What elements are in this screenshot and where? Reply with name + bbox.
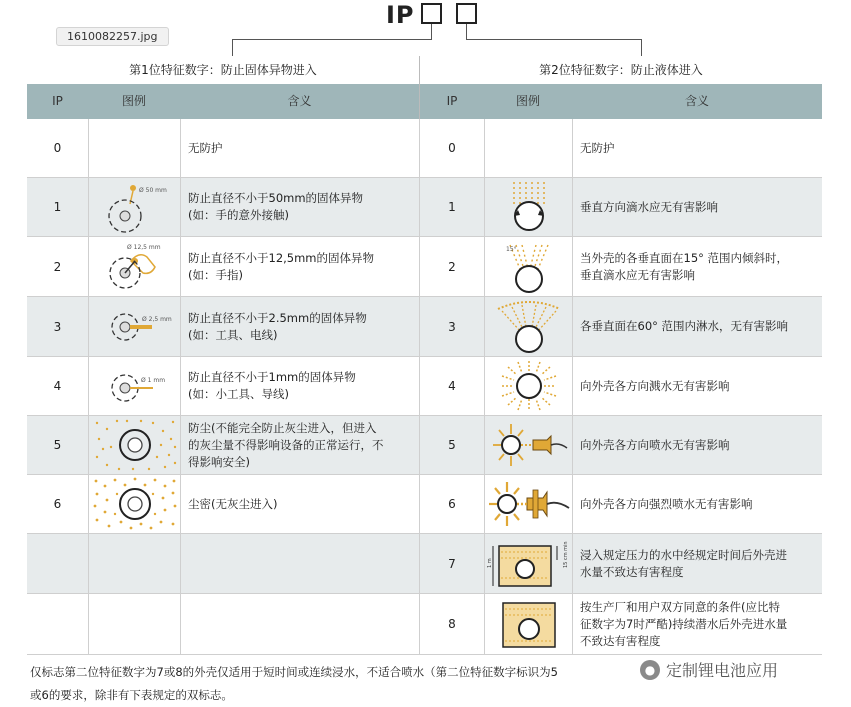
svg-text:1 m: 1 m xyxy=(486,557,493,568)
solids-meaning: 防止直径不小于50mm的固体异物 (如：手的意外接触) xyxy=(188,191,364,222)
dust-tight-icon xyxy=(89,475,180,533)
col-figure: 图例 xyxy=(121,94,146,108)
dust-protected-icon xyxy=(89,416,180,474)
tilted-drip-icon xyxy=(485,237,572,296)
solids-meaning: 防止直径不小于2.5mm的固体异物 (如：工具、电线) xyxy=(188,310,367,342)
solids-level: 3 xyxy=(53,319,62,334)
col-meaning: 含义 xyxy=(684,94,709,108)
svg-text:Ø 50 mm: Ø 50 mm xyxy=(138,187,167,194)
solids-meaning: 防尘(不能完全防止灰尘进入，但进入 的灰尘量不得影响设备的正常运行，不 得影响安全) xyxy=(188,420,384,469)
file-name-tag: 1610082257.jpg xyxy=(56,27,169,46)
table-row xyxy=(27,119,822,178)
svg-text:15 cm min: 15 cm min xyxy=(562,540,569,568)
col-ip: IP xyxy=(446,94,458,108)
table-row xyxy=(27,357,822,416)
submersion-icon xyxy=(485,594,572,654)
liquids-meaning: 按生产厂和用户双方同意的条件(应比特 征数字为7时严酷)持续潜水后外壳进水量 不致达有害程度 xyxy=(580,599,788,648)
bracket-line xyxy=(466,24,467,40)
liquids-meaning: 向外壳各方向强烈喷水无有害影响 xyxy=(580,496,753,511)
footnote-line-1: 仅标志第二位特征数字为7或8的外壳仅适用于短时间或连续浸水，不适合喷水（第二位特征数字标识为5 xyxy=(30,665,558,679)
liquids-level: 8 xyxy=(448,617,456,631)
water-jet-icon xyxy=(485,416,572,474)
table-row xyxy=(27,475,822,534)
solids-meaning: 防止直径不小于12,5mm的固体异物 (如：手指) xyxy=(188,250,375,282)
solids-level: 2 xyxy=(53,259,62,274)
liquids-level: 0 xyxy=(448,141,456,155)
liquids-level: 2 xyxy=(448,259,456,274)
bracket-line xyxy=(641,39,642,56)
svg-text:Ø 12,5 mm: Ø 12,5 mm xyxy=(126,243,161,251)
spray-icon xyxy=(485,297,572,356)
table-row xyxy=(27,534,822,594)
wechat-logo-icon: ● xyxy=(640,660,660,680)
svg-text:Ø 1 mm: Ø 1 mm xyxy=(140,377,165,384)
svg-text:15°: 15° xyxy=(505,245,517,253)
solids-meaning: 无防护 xyxy=(188,140,223,155)
liquids-level: 6 xyxy=(448,497,456,511)
bracket-line xyxy=(232,39,432,40)
solids-table-header xyxy=(27,84,419,119)
ip-code-title: IP xyxy=(386,1,415,29)
liquids-meaning: 垂直方向滴水应无有害影响 xyxy=(580,199,718,214)
wire-probe-icon xyxy=(89,357,180,415)
bracket-line xyxy=(466,39,642,40)
table-row xyxy=(27,594,822,655)
second-digit-box xyxy=(456,3,477,24)
watermark xyxy=(640,658,778,681)
bracket-line xyxy=(232,39,233,56)
finger-probe-icon xyxy=(89,237,180,296)
liquids-table-header xyxy=(420,84,822,119)
liquids-meaning: 向外壳各方向喷水无有害影响 xyxy=(580,437,730,452)
footnote-line-2: 或6的要求，除非有下表规定的双标志。 xyxy=(30,688,233,702)
svg-text:Ø 2,5 mm: Ø 2,5 mm xyxy=(141,315,172,323)
solids-meaning: 尘密(无灰尘进入) xyxy=(188,496,278,511)
solids-meaning: 防止直径不小于1mm的固体异物 (如：小工具、导线) xyxy=(188,370,356,401)
liquids-meaning: 各垂直面在60° 范围内淋水，无有害影响 xyxy=(580,319,789,333)
splash-icon xyxy=(485,357,572,415)
table-row xyxy=(27,178,822,237)
liquids-level: 7 xyxy=(448,556,456,571)
solids-level: 0 xyxy=(53,141,62,155)
solids-level: 1 xyxy=(53,200,62,214)
liquids-meaning: 浸入规定压力的水中经规定时间后外壳进 水量不致达有害程度 xyxy=(580,547,787,579)
table-row xyxy=(27,237,822,297)
solids-level: 4 xyxy=(53,379,62,393)
col-figure: 图例 xyxy=(515,94,540,108)
liquids-level: 4 xyxy=(448,379,456,393)
second-digit-group-title: 第2位特征数字：防止液体进入 xyxy=(539,63,703,77)
solids-level: 6 xyxy=(53,497,62,511)
liquids-level: 3 xyxy=(448,319,456,334)
bracket-line xyxy=(431,24,432,40)
solids-level: 5 xyxy=(53,438,62,452)
col-meaning: 含义 xyxy=(287,94,312,108)
first-digit-group-title: 第1位特征数字：防止固体异物进入 xyxy=(129,63,317,77)
first-digit-box xyxy=(421,3,442,24)
immersion-icon xyxy=(485,534,572,593)
table-row xyxy=(27,416,822,475)
vertical-drip-icon xyxy=(485,178,572,236)
powerful-jet-icon xyxy=(485,475,572,533)
liquids-meaning: 向外壳各方向溅水无有害影响 xyxy=(580,378,730,393)
tool-probe-icon xyxy=(89,297,180,356)
watermark-text: 定制锂电池应用 xyxy=(666,661,779,680)
col-ip: IP xyxy=(52,94,63,108)
liquids-meaning: 当外壳的各垂直面在15° 范围内倾斜时， 垂直滴水应无有害影响 xyxy=(580,250,789,282)
liquids-meaning: 无防护 xyxy=(580,140,615,155)
table-row xyxy=(27,297,822,357)
liquids-level: 1 xyxy=(448,200,456,214)
liquids-level: 5 xyxy=(448,438,456,452)
hand-probe-icon xyxy=(89,178,180,236)
